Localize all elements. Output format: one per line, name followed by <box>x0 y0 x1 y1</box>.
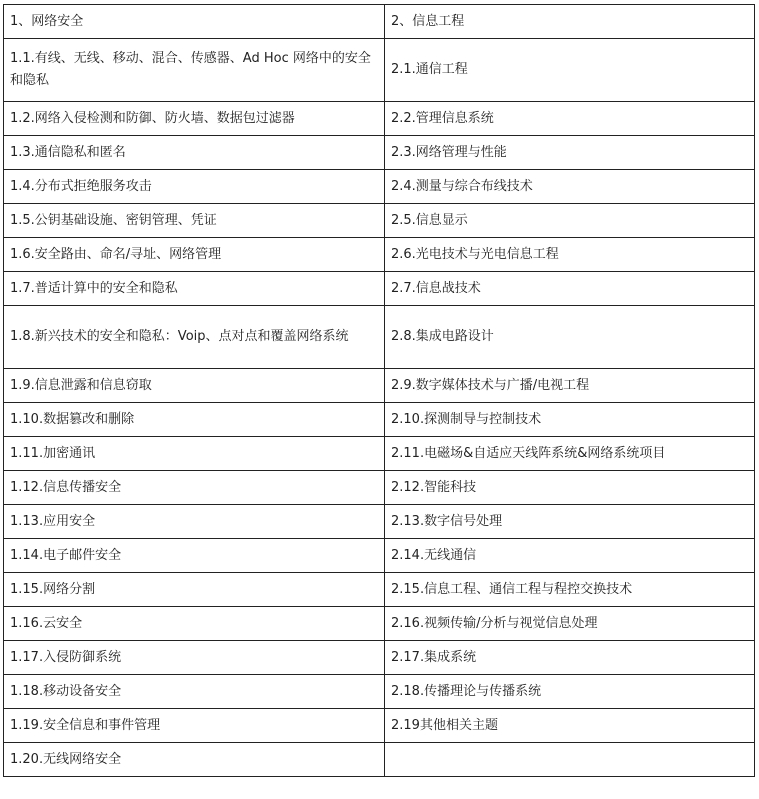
table-row <box>4 743 755 777</box>
table-cell: 2.17.集成系统 <box>385 641 755 675</box>
table-cell: 2.5.信息显示 <box>385 204 755 238</box>
table-cell: 1.14.电子邮件安全 <box>4 539 385 573</box>
table-row <box>4 39 755 102</box>
table-cell: 2.19其他相关主题 <box>385 709 755 743</box>
table-cell: 1.6.安全路由、命名/寻址、网络管理 <box>4 238 385 272</box>
table-cell: 1.9.信息泄露和信息窃取 <box>4 369 385 403</box>
table-row <box>4 675 755 709</box>
table-cell: 2.13.数字信号处理 <box>385 505 755 539</box>
topic-table-container <box>3 4 754 777</box>
table-cell: 2.7.信息战技术 <box>385 272 755 306</box>
table-cell: 2.11.电磁场&自适应天线阵系统&网络系统项目 <box>385 437 755 471</box>
table-row <box>4 306 755 369</box>
empty-cell <box>385 743 755 777</box>
table-cell: 1.18.移动设备安全 <box>4 675 385 709</box>
table-row <box>4 170 755 204</box>
network-security-heading: 1、网络安全 <box>4 5 385 39</box>
table-row <box>4 369 755 403</box>
table-row <box>4 505 755 539</box>
table-cell: 2.1.通信工程 <box>385 39 755 102</box>
table-cell: 2.8.集成电路设计 <box>385 306 755 369</box>
table-cell: 2.14.无线通信 <box>385 539 755 573</box>
table-row <box>4 136 755 170</box>
table-row <box>4 709 755 743</box>
table-cell: 1.8.新兴技术的安全和隐私：Voip、点对点和覆盖网络系统 <box>4 306 385 369</box>
information-engineering-heading: 2、信息工程 <box>385 5 755 39</box>
table-cell: 2.2.管理信息系统 <box>385 102 755 136</box>
table-cell: 1.10.数据篡改和删除 <box>4 403 385 437</box>
table-row <box>4 102 755 136</box>
table-cell: 2.18.传播理论与传播系统 <box>385 675 755 709</box>
table-cell: 1.11.加密通讯 <box>4 437 385 471</box>
table-cell: 1.4.分布式拒绝服务攻击 <box>4 170 385 204</box>
table-cell: 2.15.信息工程、通信工程与程控交换技术 <box>385 573 755 607</box>
table-cell: 1.13.应用安全 <box>4 505 385 539</box>
table-cell: 2.12.智能科技 <box>385 471 755 505</box>
table-cell: 1.7.普适计算中的安全和隐私 <box>4 272 385 306</box>
table-cell: 1.1.有线、无线、移动、混合、传感器、Ad Hoc 网络中的安全和隐私 <box>4 39 385 102</box>
table-cell: 2.4.测量与综合布线技术 <box>385 170 755 204</box>
table-row <box>4 403 755 437</box>
table-cell: 1.19.安全信息和事件管理 <box>4 709 385 743</box>
table-cell: 2.16.视频传输/分析与视觉信息处理 <box>385 607 755 641</box>
table-row <box>4 641 755 675</box>
table-cell: 1.20.无线网络安全 <box>4 743 385 777</box>
topic-table <box>3 4 755 777</box>
table-cell: 2.3.网络管理与性能 <box>385 136 755 170</box>
table-row <box>4 204 755 238</box>
table-cell: 1.16.云安全 <box>4 607 385 641</box>
table-cell: 1.15.网络分割 <box>4 573 385 607</box>
table-row <box>4 238 755 272</box>
table-row <box>4 539 755 573</box>
table-cell: 2.9.数字媒体技术与广播/电视工程 <box>385 369 755 403</box>
table-row <box>4 437 755 471</box>
table-cell: 1.12.信息传播安全 <box>4 471 385 505</box>
table-row <box>4 272 755 306</box>
table-row <box>4 607 755 641</box>
table-cell: 2.10.探测制导与控制技术 <box>385 403 755 437</box>
table-cell: 1.5.公钥基础设施、密钥管理、凭证 <box>4 204 385 238</box>
table-row <box>4 471 755 505</box>
table-cell: 1.2.网络入侵检测和防御、防火墙、数据包过滤器 <box>4 102 385 136</box>
table-row <box>4 573 755 607</box>
table-row <box>4 5 755 39</box>
table-cell: 1.17.入侵防御系统 <box>4 641 385 675</box>
table-cell: 2.6.光电技术与光电信息工程 <box>385 238 755 272</box>
table-cell: 1.3.通信隐私和匿名 <box>4 136 385 170</box>
